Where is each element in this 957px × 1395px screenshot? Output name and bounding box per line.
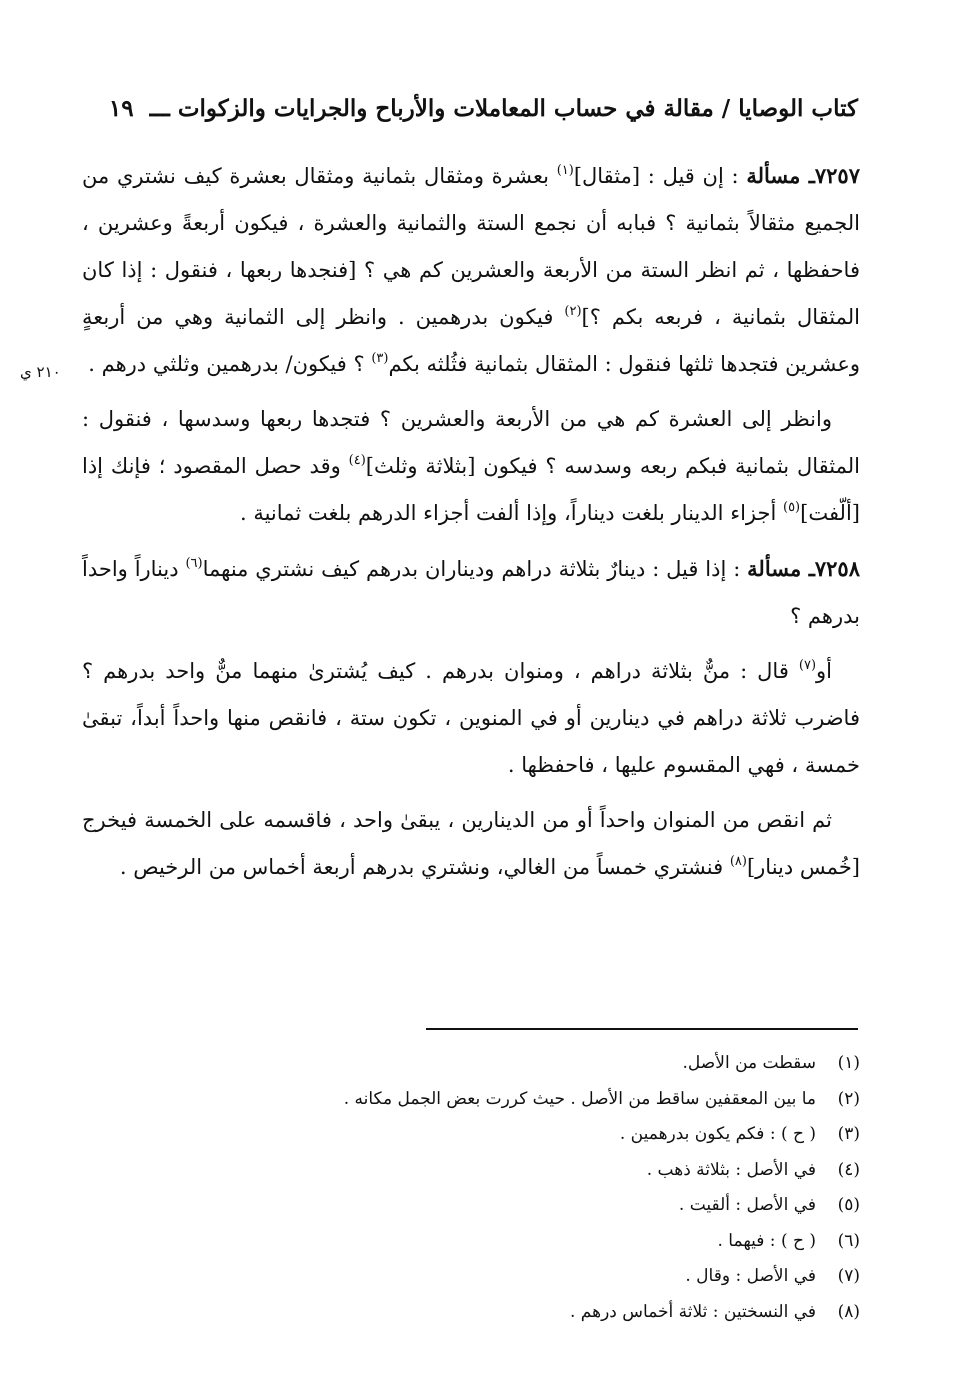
text-run: فيكون بدرهمين . وانظر إلى الثمانية وهي من أربعةٍ وعشرين فتجدها ثلثها فنقول : المثقال بثمانية فثُلثه بكم: [82, 305, 860, 376]
text-run: بعشرة ومثقال بثمانية ومثقال بعشرة كيف نشتري من الجميع مثقالاً بثمانية ؟ فبابه أن نجمع الستة والثمانية والعشرة ، فيكون أربعةً وعشرين ، فاحفظها ، ثم انظر الستة من الأربعة والعشرين كم هي ؟ [فنجدها ربعها ، فنقول : إذا كان المثقال بثمانية ، فربعه بكم ؟]: [82, 164, 861, 329]
paragraph-mann: [82, 648, 860, 789]
footnote-separator: [426, 1028, 858, 1030]
footnotes: [200, 1046, 860, 1330]
footnote-text: ( ح ) : فيهما .: [717, 1230, 816, 1251]
issue-number: ٧٢٥٧ـ مسألة: [746, 163, 860, 188]
footnote: [200, 1082, 860, 1118]
footnote-ref[interactable]: (٨): [729, 853, 747, 869]
footnote-number: (٤): [837, 1159, 860, 1180]
footnote: [200, 1259, 860, 1295]
paragraph-tenths: [82, 396, 860, 537]
text-run: وانظر إلى العشرة كم هي من الأربعة والعشرين ؟ فتجدها ربعها وسدسها ، فنقول : المثقال بثمانية فبكم ربعه وسدسه ؟ فيكون [بثلاثة وثلث]: [82, 407, 861, 478]
margin-folio-note: ٢١٠ ي: [20, 363, 61, 381]
paragraph-7257: [82, 152, 860, 388]
footnote-number: (٥): [837, 1195, 860, 1215]
footnote-ref[interactable]: (٤): [348, 452, 366, 468]
footnote-number: (٦): [837, 1230, 860, 1251]
footnote: [200, 1224, 860, 1260]
footnote-ref[interactable]: (١): [556, 162, 574, 178]
page-number: ١٩: [108, 95, 134, 122]
paragraph-subtract: [82, 797, 860, 891]
footnote-text: في النسختين : ثلاثة أخماس درهم .: [570, 1301, 816, 1322]
footnote: [200, 1295, 860, 1331]
paragraph-7258: [82, 545, 860, 640]
footnote-text: في الأصل : وقال .: [685, 1266, 816, 1286]
text-run: : إن قيل : [مثقال]: [573, 164, 747, 188]
footnote-text: ما بين المعقفين ساقط من الأصل . حيث كررت بعض الجمل مكانه .: [343, 1088, 816, 1109]
text-run: قال : منٌّ بثلاثة دراهم ، ومنوان بدرهم . كيف يُشترىٰ منهما منٌّ واحد بدرهم ؟ فاضرب ثلاثة دراهم في دينارين أو في المنوين ، تكون ستة ، فانقص منها واحداً أبداً، تبقىٰ خمسة ، فهي المقسوم عليها ، فاحفظها .: [82, 659, 860, 777]
footnote-number: (١): [837, 1053, 860, 1073]
footnote-text: ( ح ) : فكم يكون بدرهمين .: [619, 1124, 816, 1144]
main-text: [82, 152, 860, 899]
footnote-text: في الأصل : بثلاثة ذهب .: [646, 1159, 816, 1180]
footnote-number: (٣): [837, 1124, 860, 1144]
footnote: [200, 1046, 860, 1082]
footnote-text: سقطت من الأصل.: [682, 1053, 816, 1073]
text-run: ديناراً واحداً بدرهم ؟: [82, 557, 860, 628]
header-title: كتاب الوصايا / مقالة في حساب المعاملات والأرباح والجرايات والزكوات ـــ: [149, 95, 858, 122]
footnote-ref[interactable]: (٧): [798, 657, 817, 673]
text-run: وقد حصل المقصود ؛ فإنك إذا [ألّفت]: [82, 454, 860, 525]
footnote-number: (٨): [837, 1301, 860, 1322]
footnote-ref[interactable]: (٦): [185, 555, 203, 571]
text-run: أو: [816, 659, 832, 683]
footnote-number: (٧): [837, 1266, 860, 1286]
footnote-ref[interactable]: (٢): [564, 303, 582, 319]
text-run: فنشتري خمساً من الغالي، ونشتري بدرهم أربعة أخماس من الرخيص .: [119, 855, 730, 879]
footnote-ref[interactable]: (٣): [371, 350, 389, 366]
footnote-ref[interactable]: (٥): [782, 499, 801, 515]
text-run: ثم انقص من المنوان واحداً أو من الدينارين ، يبقىٰ واحد ، فاقسمه على الخمسة فيخرج [خُمس دينار]: [82, 808, 860, 879]
footnote: [200, 1153, 860, 1189]
footnote: [200, 1117, 860, 1153]
text-run: ؟ فيكون/ بدرهمين وثلثي درهم .: [88, 352, 372, 376]
text-run: : إذا قيل : دينارٌ بثلاثة دراهم وديناران بدرهم كيف نشتري منهما: [202, 557, 748, 581]
footnote-number: (٢): [837, 1088, 860, 1109]
text-run: أجزاء الدينار بلغت ديناراً، وإذا ألفت أجزاء الدرهم بلغت ثمانية .: [239, 501, 783, 525]
footnote: [200, 1188, 860, 1224]
footnote-text: في الأصل : ألقيت .: [678, 1195, 816, 1215]
issue-number: ٧٢٥٨ـ مسألة: [747, 556, 860, 581]
running-header: [100, 92, 858, 126]
